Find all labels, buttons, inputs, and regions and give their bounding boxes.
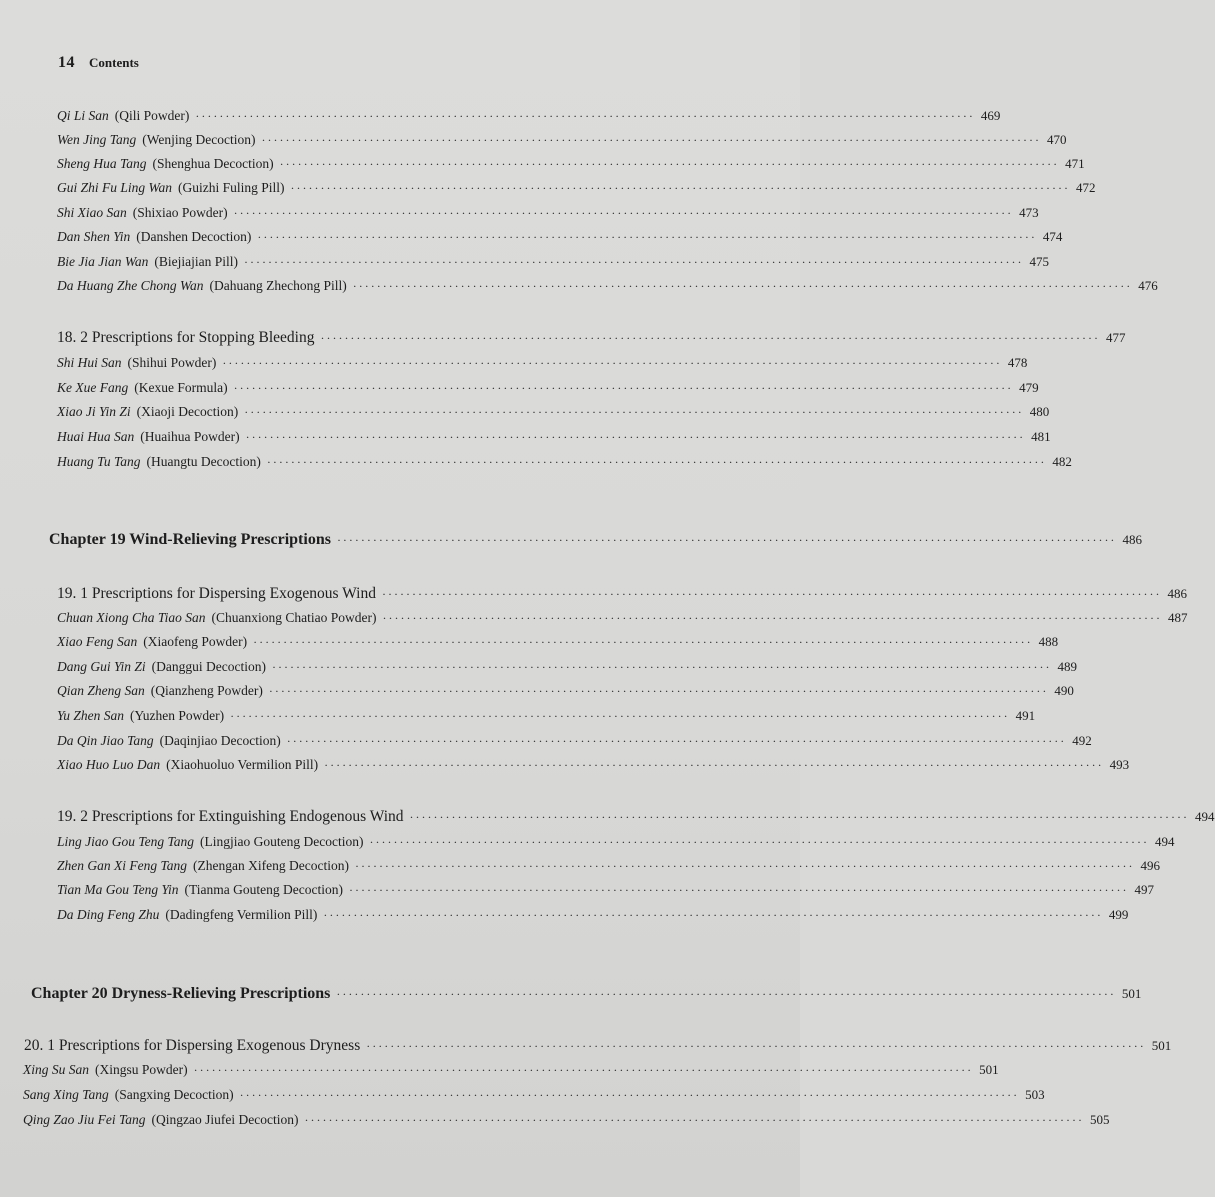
dot-leader: ·································································································································· bbox=[243, 255, 1024, 269]
dot-leader: ·································································································································· bbox=[409, 810, 1190, 824]
entry-pinyin: Da Qin Jiao Tang bbox=[57, 733, 154, 748]
dot-leader: ·································································································································· bbox=[230, 709, 1010, 723]
entry-pinyin: Huai Hua San bbox=[57, 429, 135, 444]
dot-leader: ·································································································································· bbox=[193, 1063, 974, 1077]
page-number: 14 bbox=[58, 54, 75, 71]
dot-leader: ·································································································································· bbox=[271, 660, 1052, 674]
entry-page-number: 499 bbox=[1108, 907, 1129, 922]
entry-translation: (Qili Powder) bbox=[114, 108, 190, 123]
entry-pinyin: Tian Ma Gou Teng Yin bbox=[57, 882, 179, 897]
entry-pinyin: Wen Jing Tang bbox=[57, 132, 137, 147]
section-title: 19. 1 Prescriptions for Dispersing Exogenous Wind bbox=[57, 585, 376, 602]
toc-entry[interactable] bbox=[57, 882, 1154, 898]
chapter-page-number: 501 bbox=[1121, 986, 1142, 1001]
section-page-number: 486 bbox=[1167, 586, 1187, 601]
entry-translation: (Daqinjiao Decoction) bbox=[159, 733, 281, 748]
chapter-title: Chapter 19 Wind-Relieving Prescriptions bbox=[49, 531, 331, 548]
entry-page-number: 503 bbox=[1025, 1087, 1045, 1102]
entry-translation: (Guizhi Fuling Pill) bbox=[178, 180, 285, 195]
entry-translation: (Qianzheng Powder) bbox=[150, 683, 263, 698]
dot-leader: ·································································································································· bbox=[253, 635, 1033, 649]
toc-entry[interactable] bbox=[57, 907, 1129, 923]
entry-page-number: 505 bbox=[1089, 1112, 1110, 1127]
entry-pinyin: Yu Zhen San bbox=[57, 708, 125, 723]
dot-leader: ·································································································································· bbox=[222, 356, 1002, 370]
entry-pinyin: Sheng Hua Tang bbox=[57, 156, 147, 171]
entry-page-number: 482 bbox=[1052, 454, 1072, 469]
page-header bbox=[58, 54, 139, 72]
entry-pinyin: Ke Xue Fang bbox=[57, 380, 129, 395]
entry-pinyin: Xiao Huo Luo Dan bbox=[57, 757, 161, 772]
entry-page-number: 475 bbox=[1029, 254, 1049, 269]
toc-entry[interactable] bbox=[23, 1062, 999, 1078]
entry-page-number: 501 bbox=[979, 1062, 999, 1077]
entry-page-number: 470 bbox=[1047, 132, 1067, 147]
section-title: 18. 2 Prescriptions for Stopping Bleeding bbox=[57, 329, 315, 346]
entry-pinyin: Xiao Feng San bbox=[57, 634, 138, 649]
entry-page-number: 496 bbox=[1140, 858, 1160, 873]
dot-leader: ·································································································································· bbox=[195, 109, 975, 123]
dot-leader: ·································································································································· bbox=[323, 908, 1103, 922]
toc-entry[interactable] bbox=[23, 1087, 1045, 1103]
toc-entry[interactable] bbox=[57, 108, 1001, 124]
header-title: Contents bbox=[89, 55, 139, 70]
dot-leader: ·································································································································· bbox=[261, 133, 1042, 147]
entry-pinyin: Bie Jia Jian Wan bbox=[57, 254, 149, 269]
dot-leader: ·································································································································· bbox=[381, 587, 1162, 601]
entry-translation: (Wenjing Decoction) bbox=[142, 132, 256, 147]
entry-pinyin: Shi Hui San bbox=[57, 355, 122, 370]
dot-leader: ·································································································································· bbox=[290, 181, 1071, 195]
entry-pinyin: Shi Xiao San bbox=[57, 205, 127, 220]
entry-pinyin: Ling Jiao Gou Teng Tang bbox=[57, 834, 195, 849]
entry-pinyin: Chuan Xiong Cha Tiao San bbox=[57, 610, 206, 625]
entry-page-number: 494 bbox=[1154, 834, 1175, 849]
entry-pinyin: Huang Tu Tang bbox=[57, 454, 141, 469]
toc-entry[interactable] bbox=[57, 659, 1077, 675]
toc-section[interactable] bbox=[57, 329, 1126, 347]
toc-entry[interactable] bbox=[57, 708, 1036, 724]
chapter-title: Chapter 20 Dryness-Relieving Prescriptions bbox=[31, 985, 331, 1002]
entry-translation: (Shihui Powder) bbox=[127, 355, 217, 370]
entry-page-number: 488 bbox=[1038, 634, 1059, 649]
dot-leader: ·································································································································· bbox=[286, 734, 1067, 748]
entry-pinyin: Xing Su San bbox=[23, 1062, 89, 1077]
toc-entry[interactable] bbox=[57, 858, 1160, 874]
entry-pinyin: Zhen Gan Xi Feng Tang bbox=[57, 858, 188, 873]
toc-section[interactable] bbox=[57, 808, 1215, 826]
toc-entry[interactable] bbox=[57, 132, 1067, 148]
dot-leader: ·································································································································· bbox=[336, 987, 1116, 1001]
entry-translation: (Xiaofeng Powder) bbox=[143, 634, 248, 649]
dot-leader: ·································································································································· bbox=[352, 279, 1133, 293]
section-page-number: 501 bbox=[1151, 1038, 1172, 1053]
dot-leader: ·································································································································· bbox=[257, 230, 1037, 244]
dot-leader: ·································································································································· bbox=[382, 611, 1163, 625]
dot-leader: ·································································································································· bbox=[336, 533, 1117, 547]
toc-section[interactable] bbox=[24, 1037, 1172, 1055]
entry-page-number: 497 bbox=[1134, 882, 1154, 897]
toc-entry[interactable] bbox=[57, 156, 1085, 172]
entry-translation: (Lingjiao Gouteng Decoction) bbox=[200, 834, 364, 849]
entry-translation: (Zhengan Xifeng Decoction) bbox=[193, 858, 349, 873]
entry-translation: (Biejiajian Pill) bbox=[154, 254, 238, 269]
toc-chapter[interactable] bbox=[31, 985, 1142, 1003]
entry-pinyin: Qi Li San bbox=[57, 108, 109, 123]
entry-page-number: 476 bbox=[1138, 278, 1158, 293]
entry-pinyin: Da Huang Zhe Chong Wan bbox=[57, 278, 204, 293]
toc-entry[interactable] bbox=[57, 229, 1063, 245]
entry-translation: (Kexue Formula) bbox=[134, 380, 228, 395]
dot-leader: ·································································································································· bbox=[349, 883, 1129, 897]
section-title: 19. 2 Prescriptions for Extinguishing Endogenous Wind bbox=[57, 808, 404, 825]
toc-entry[interactable] bbox=[57, 610, 1188, 626]
dot-leader: ·································································································································· bbox=[266, 455, 1047, 469]
toc-entry[interactable] bbox=[57, 634, 1059, 650]
entry-translation: (Qingzao Jiufei Decoction) bbox=[151, 1112, 299, 1127]
dot-leader: ·································································································································· bbox=[244, 405, 1024, 419]
entry-translation: (Danshen Decoction) bbox=[136, 229, 252, 244]
dot-leader: ·································································································································· bbox=[304, 1113, 1084, 1127]
entry-pinyin: Da Ding Feng Zhu bbox=[57, 907, 160, 922]
entry-page-number: 473 bbox=[1019, 205, 1039, 220]
entry-translation: (Yuzhen Powder) bbox=[130, 708, 225, 723]
entry-translation: (Danggui Decoction) bbox=[151, 659, 266, 674]
entry-page-number: 490 bbox=[1054, 683, 1074, 698]
entry-pinyin: Xiao Ji Yin Zi bbox=[57, 404, 131, 419]
toc-entry[interactable] bbox=[57, 454, 1072, 470]
entry-translation: (Dahuang Zhechong Pill) bbox=[209, 278, 347, 293]
toc-entry[interactable] bbox=[57, 278, 1158, 294]
section-title: 20. 1 Prescriptions for Dispersing Exogenous Dryness bbox=[24, 1037, 361, 1054]
entry-page-number: 493 bbox=[1109, 757, 1130, 772]
entry-page-number: 480 bbox=[1029, 404, 1050, 419]
toc-entry[interactable] bbox=[57, 404, 1050, 420]
dot-leader: ·································································································································· bbox=[233, 206, 1014, 220]
entry-translation: (Sangxing Decoction) bbox=[114, 1087, 234, 1102]
dot-leader: ·································································································································· bbox=[320, 331, 1100, 345]
dot-leader: ·································································································································· bbox=[354, 859, 1135, 873]
entry-translation: (Shixiao Powder) bbox=[132, 205, 228, 220]
entry-pinyin: Qing Zao Jiu Fei Tang bbox=[23, 1112, 146, 1127]
entry-page-number: 491 bbox=[1015, 708, 1036, 723]
dot-leader: ·································································································································· bbox=[369, 835, 1149, 849]
entry-page-number: 487 bbox=[1168, 610, 1188, 625]
entry-pinyin: Dan Shen Yin bbox=[57, 229, 131, 244]
toc-entry[interactable] bbox=[57, 429, 1051, 445]
toc-entry[interactable] bbox=[57, 180, 1096, 196]
entry-page-number: 492 bbox=[1072, 733, 1092, 748]
entry-translation: (Xiaohuoluo Vermilion Pill) bbox=[166, 757, 319, 772]
entry-translation: (Shenghua Decoction) bbox=[152, 156, 274, 171]
dot-leader: ·································································································································· bbox=[239, 1088, 1020, 1102]
entry-page-number: 489 bbox=[1057, 659, 1077, 674]
toc-entry[interactable] bbox=[57, 380, 1039, 396]
entry-translation: (Huangtu Decoction) bbox=[146, 454, 261, 469]
dot-leader: ·································································································································· bbox=[233, 381, 1014, 395]
entry-translation: (Tianma Gouteng Decoction) bbox=[184, 882, 343, 897]
toc-entry[interactable] bbox=[57, 683, 1074, 699]
section-page-number: 494 bbox=[1195, 809, 1215, 824]
entry-page-number: 472 bbox=[1076, 180, 1096, 195]
entry-pinyin: Sang Xing Tang bbox=[23, 1087, 109, 1102]
toc-entry[interactable] bbox=[57, 757, 1130, 773]
entry-page-number: 469 bbox=[980, 108, 1001, 123]
toc-entry[interactable] bbox=[23, 1112, 1110, 1128]
toc-chapter[interactable] bbox=[49, 531, 1142, 549]
entry-pinyin: Dang Gui Yin Zi bbox=[57, 659, 146, 674]
chapter-page-number: 486 bbox=[1122, 532, 1142, 547]
section-page-number: 477 bbox=[1105, 330, 1126, 345]
entry-translation: (Chuanxiong Chatiao Powder) bbox=[211, 610, 377, 625]
entry-pinyin: Qian Zheng San bbox=[57, 683, 145, 698]
dot-leader: ·································································································································· bbox=[279, 157, 1060, 171]
dot-leader: ·································································································································· bbox=[324, 758, 1104, 772]
toc-entry[interactable] bbox=[57, 254, 1049, 270]
entry-page-number: 479 bbox=[1019, 380, 1039, 395]
entry-page-number: 478 bbox=[1007, 355, 1028, 370]
entry-translation: (Dadingfeng Vermilion Pill) bbox=[165, 907, 318, 922]
toc-section[interactable] bbox=[57, 585, 1187, 603]
toc-entry[interactable] bbox=[57, 355, 1028, 371]
entry-page-number: 471 bbox=[1065, 156, 1085, 171]
dot-leader: ·································································································································· bbox=[245, 430, 1026, 444]
toc-entry[interactable] bbox=[57, 834, 1175, 850]
entry-translation: (Xingsu Powder) bbox=[95, 1062, 188, 1077]
entry-translation: (Huaihua Powder) bbox=[140, 429, 240, 444]
entry-pinyin: Gui Zhi Fu Ling Wan bbox=[57, 180, 173, 195]
entry-page-number: 474 bbox=[1042, 229, 1063, 244]
dot-leader: ·································································································································· bbox=[366, 1039, 1146, 1053]
entry-translation: (Xiaoji Decoction) bbox=[136, 404, 239, 419]
toc-entry[interactable] bbox=[57, 205, 1039, 221]
entry-page-number: 481 bbox=[1031, 429, 1051, 444]
toc-entry[interactable] bbox=[57, 733, 1092, 749]
dot-leader: ·································································································································· bbox=[268, 684, 1049, 698]
